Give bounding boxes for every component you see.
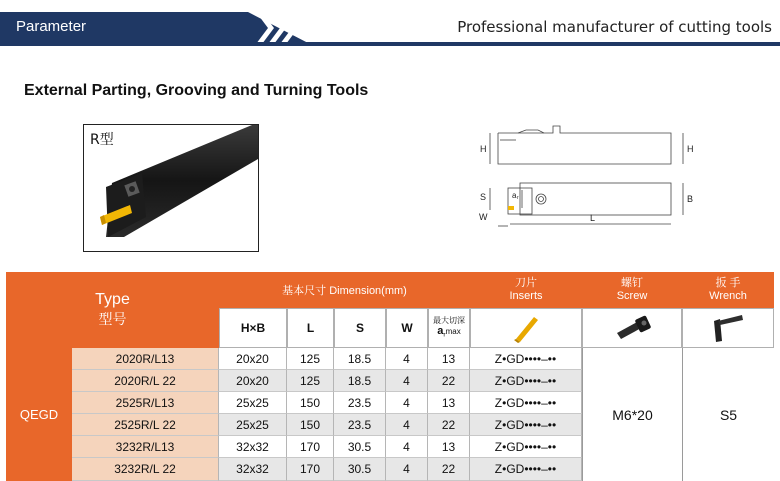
l-cell: 170 <box>287 458 334 481</box>
photo-label: R型 <box>90 132 114 148</box>
screw-header-cn: 螺钉 <box>621 277 643 289</box>
wrench-image-cell <box>682 308 774 348</box>
inserts-header-cn: 刀片 <box>515 277 537 289</box>
col-maxcut-a: a <box>437 324 444 337</box>
hxb-cell: 25x25 <box>219 392 287 414</box>
wrench-icon <box>708 313 748 343</box>
l-cell: 170 <box>287 436 334 458</box>
screw-header <box>582 272 682 308</box>
screw-icon <box>609 313 655 343</box>
w-cell: 4 <box>386 392 428 414</box>
insert-icon <box>506 313 546 343</box>
ar-cell: 13 <box>428 348 470 370</box>
drawing-label-l: L <box>590 213 596 223</box>
hxb-cell: 20x20 <box>219 348 287 370</box>
ar-cell: 13 <box>428 436 470 458</box>
screw-header-en: Screw <box>616 290 648 302</box>
ar-cell: 22 <box>428 458 470 481</box>
screw-image-cell <box>582 308 682 348</box>
drawing-label-w: W <box>479 212 488 222</box>
col-s-header: S <box>334 308 386 348</box>
inserts-header <box>470 272 582 308</box>
type-header-en: Type <box>95 291 130 308</box>
wrench-header <box>682 272 774 308</box>
page-header <box>0 0 780 46</box>
w-cell: 4 <box>386 458 428 481</box>
col-hxb-header: H×B <box>219 308 287 348</box>
dimension-header: 基本尺寸 Dimension(mm) <box>219 272 470 308</box>
s-cell: 23.5 <box>334 392 386 414</box>
col-maxcut-max: max <box>445 326 461 336</box>
s-cell: 18.5 <box>334 348 386 370</box>
header-tagline: Professional manufacturer of cutting tools <box>457 18 772 36</box>
insert-code-cell: Z•GD••••–•• <box>470 458 582 481</box>
w-cell: 4 <box>386 348 428 370</box>
header-underline <box>0 42 780 46</box>
s-cell: 23.5 <box>334 414 386 436</box>
technical-drawing <box>478 118 708 233</box>
inserts-header-en: Inserts <box>509 290 543 302</box>
w-cell: 4 <box>386 370 428 392</box>
col-l-header: L <box>287 308 334 348</box>
col-maxcut-header <box>428 308 470 348</box>
drawing-label-s: S <box>480 192 487 202</box>
series-cell: QEGD <box>6 348 72 481</box>
ar-cell: 22 <box>428 414 470 436</box>
col-w-header: W <box>386 308 428 348</box>
insert-code-cell: Z•GD••••–•• <box>470 436 582 458</box>
drawing-label-b: B <box>687 194 694 204</box>
model-cell: 2525R/L 22 <box>72 414 219 436</box>
ar-cell: 22 <box>428 370 470 392</box>
col-maxcut-sub: r <box>443 331 446 339</box>
model-cell: 3232R/L 22 <box>72 458 219 481</box>
hxb-cell: 32x32 <box>219 436 287 458</box>
type-header <box>6 272 219 348</box>
insert-code-cell: Z•GD••••–•• <box>470 392 582 414</box>
product-photo <box>83 124 259 252</box>
section-title: External Parting, Grooving and Turning Tools <box>24 82 369 99</box>
l-cell: 125 <box>287 370 334 392</box>
insert-code-cell: Z•GD••••–•• <box>470 414 582 436</box>
l-cell: 125 <box>287 348 334 370</box>
model-cell: 2525R/L13 <box>72 392 219 414</box>
w-cell: 4 <box>386 436 428 458</box>
ar-cell: 13 <box>428 392 470 414</box>
spec-table <box>6 272 774 481</box>
w-cell: 4 <box>386 414 428 436</box>
model-cell: 3232R/L13 <box>72 436 219 458</box>
model-cell: 2020R/L13 <box>72 348 219 370</box>
header-stripes-decoration <box>244 12 314 44</box>
s-cell: 30.5 <box>334 458 386 481</box>
s-cell: 18.5 <box>334 370 386 392</box>
wrench-header-cn: 扳 手 <box>715 277 741 289</box>
header-title: Parameter <box>16 18 87 35</box>
drawing-label-h-right: H <box>687 144 694 154</box>
l-cell: 150 <box>287 414 334 436</box>
drawing-label-ar: a <box>512 191 517 200</box>
insert-code-cell: Z•GD••••–•• <box>470 348 582 370</box>
s-cell: 30.5 <box>334 436 386 458</box>
drawing-label-h-left: H <box>480 144 487 154</box>
l-cell: 150 <box>287 392 334 414</box>
screw-value: M6*20 <box>582 348 682 481</box>
drawing-label-ar-sub: r <box>517 195 519 201</box>
wrench-header-en: Wrench <box>709 290 747 302</box>
type-header-cn: 型号 <box>98 311 127 327</box>
col-maxcut-cn: 最大切深 <box>433 315 465 325</box>
insert-image-cell <box>470 308 582 348</box>
hxb-cell: 25x25 <box>219 414 287 436</box>
model-cell: 2020R/L 22 <box>72 370 219 392</box>
insert-code-cell: Z•GD••••–•• <box>470 370 582 392</box>
hxb-cell: 32x32 <box>219 458 287 481</box>
hxb-cell: 20x20 <box>219 370 287 392</box>
wrench-value: S5 <box>682 348 774 481</box>
